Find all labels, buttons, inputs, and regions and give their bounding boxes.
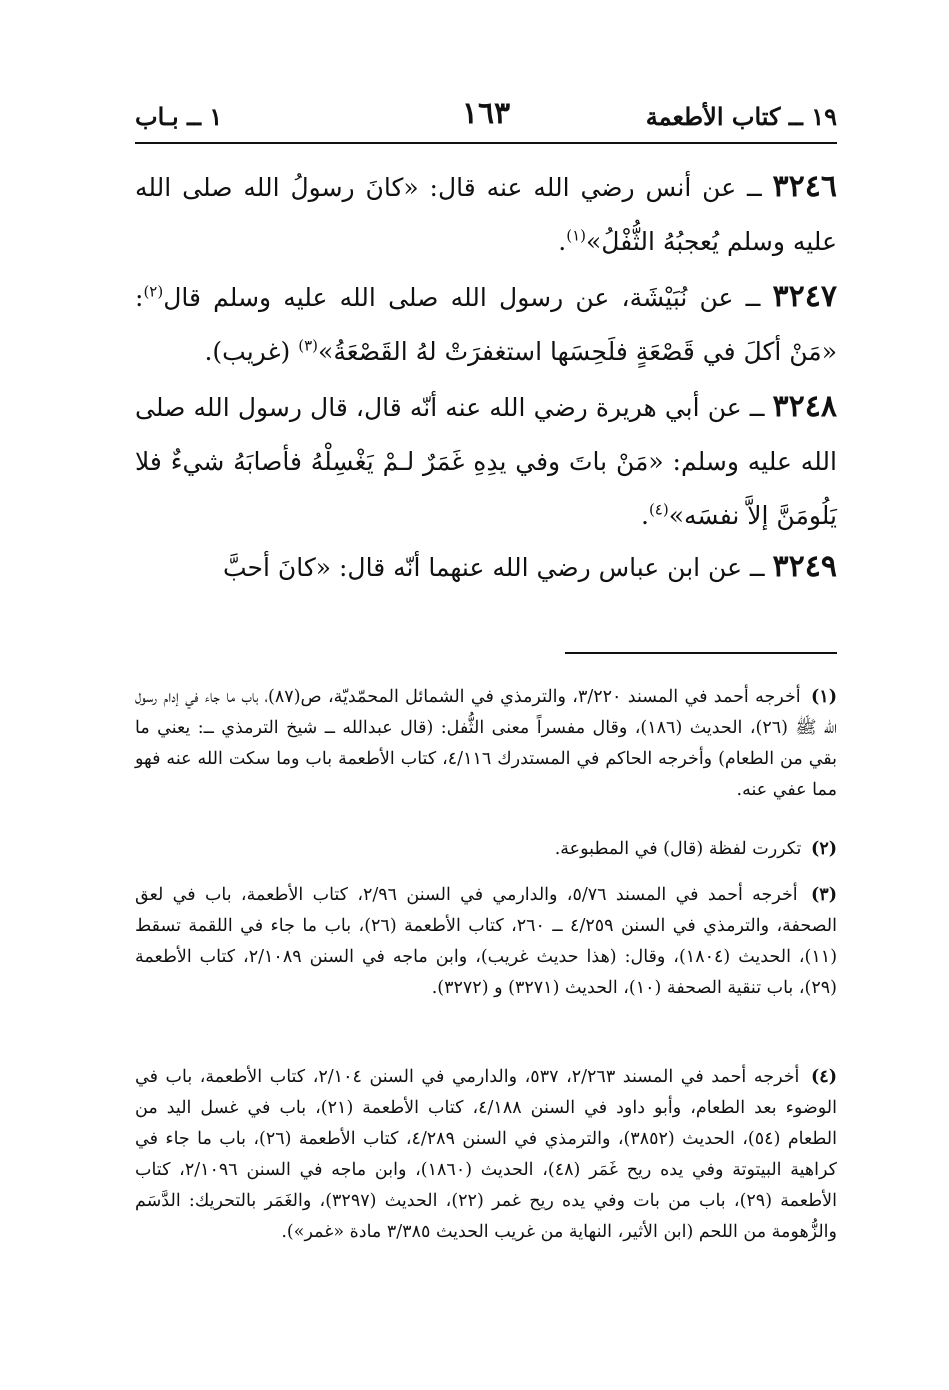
hadith-3249 (135, 540, 837, 595)
footnote-mark: (٣) (811, 885, 837, 905)
hadith-3246 (135, 160, 837, 269)
footnote-mark: (٤) (811, 1067, 837, 1087)
footnote-text: أخرجه أحمد في المسند ٣/٢٢٠، والترمذي في الشمائل المحمّديّة، ص(٨٧)، باب ما جاء في إدام رسول الله ﷺ (٢٦)، الحديث (١٨٦)، وقال مفسراً معنى الثُّفل: (قال عبدالله ــ شيخ الترمذي ــ: يعني ما بقي من الطعام) وأخرجه الحاكم في المستدرك ٤/١١٦، كتاب الأطعمة باب وما سكت الله عنه فهو مما عفي عنه. (135, 687, 838, 800)
hadith-number: ٣٢٤٩ (772, 549, 837, 584)
hadith-number: ٣٢٤٨ (772, 389, 837, 424)
footnote-4 (135, 1062, 837, 1248)
footnote-3 (135, 880, 837, 1004)
hadith-text: ــ عن أبي هريرة رضي الله عنه أنّه قال، قال رسول الله صلى الله عليه وسلم: «مَنْ باتَ وفي يدِهِ غَمَرٌ لـمْ يَغْسِلْهُ فأصابَهُ شيءٌ فلا يَلُومَنَّ إلاَّ نفسَه» (135, 393, 837, 530)
hadith-text: ــ عن نُبَيْشَة، عن رسول الله صلى الله عليه وسلم قال (163, 283, 761, 312)
footnote-ref[interactable]: (١) (566, 226, 586, 245)
footnote-ref[interactable]: (٤) (648, 500, 669, 519)
page-number: ١٦٣ (461, 96, 511, 131)
hadith-3247 (135, 270, 837, 379)
footnote-text: تكررت لفظة (قال) في المطبوعة. (554, 839, 802, 859)
hadith-end: (غريب). (204, 337, 299, 366)
footnote-2 (135, 834, 837, 865)
hadith-number: ٣٢٤٧ (772, 279, 837, 314)
footnote-ref[interactable]: (٣) (298, 336, 319, 355)
hadith-text: ــ عن أنس رضي الله عنه قال: «كانَ رسولُ الله صلى الله عليه وسلم يُعجبُهُ الثُّفْلُ» (135, 173, 837, 256)
footnote-text: أخرجه أحمد في المسند ٥/٧٦، والدارمي في السنن ٢/٩٦، كتاب الأطعمة، باب في لعق الصحفة، والترمذي في السنن ٤/٢٥٩ ــ ٢٦٠، كتاب الأطعمة (٢٦)، باب ما جاء في اللقمة تسقط (١١)، الحديث (١٨٠٤)، وقال: (هذا حديث غريب)، وابن ماجه في السنن ٢/١٠٨٩، كتاب الأطعمة (٢٩)، باب تنقية الصحفة (١٠)، الحديث (٣٢٧١) و (٣٢٧٢). (135, 885, 838, 998)
hadith-number: ٣٢٤٦ (772, 169, 837, 204)
hadith-text-continued: : «مَنْ أكلَ في قَصْعَةٍ فلَحِسَها استغفرَتْ لهُ القَصْعَةُ» (135, 283, 837, 366)
footnote-ref[interactable]: (٢) (143, 282, 164, 301)
footnote-1 (135, 682, 837, 806)
footnote-mark: (١) (811, 687, 837, 707)
chapter-title: ١٩ ــ كتاب الأطعمة (645, 102, 837, 131)
footnote-mark: (٢) (811, 839, 837, 859)
hadith-end: . (558, 227, 567, 256)
hadith-end: . (640, 501, 649, 530)
footnote-separator (565, 652, 837, 654)
hadith-3248 (135, 380, 837, 543)
footnote-text: أخرجه أحمد في المسند ٢/٢٦٣، ٥٣٧، والدارمي في السنن ٢/١٠٤، كتاب الأطعمة، باب في الوضوء بعد الطعام، وأبو داود في السنن ٤/١٨٨، كتاب الأطعمة (٢١)، باب في غسل اليد من الطعام (٥٤)، الحديث (٣٨٥٢)، والترمذي في السنن ٤/٢٨٩، كتاب الأطعمة (٢٦)، باب ما جاء في كراهية البيتوتة وفي يده ريح غَمَر (٤٨)، الحديث (١٨٦٠)، وابن ماجه في السنن ٢/١٠٩٦، كتاب الأطعمة (٢٩)، باب من بات وفي يده ريح غمر (٢٢)، الحديث (٣٢٩٧)، والغَمَر بالتحريك: الدَّسَم والزُّهومة من اللحم (ابن الأثير، النهاية من غريب الحديث ٣/٣٨٥ مادة «غمر»). (135, 1067, 837, 1242)
running-header (135, 98, 837, 144)
section-title: ١ ــ بـاب (135, 102, 223, 131)
hadith-text: ــ عن ابن عباس رضي الله عنهما أنّه قال: «كانَ أحبَّ (222, 553, 765, 582)
